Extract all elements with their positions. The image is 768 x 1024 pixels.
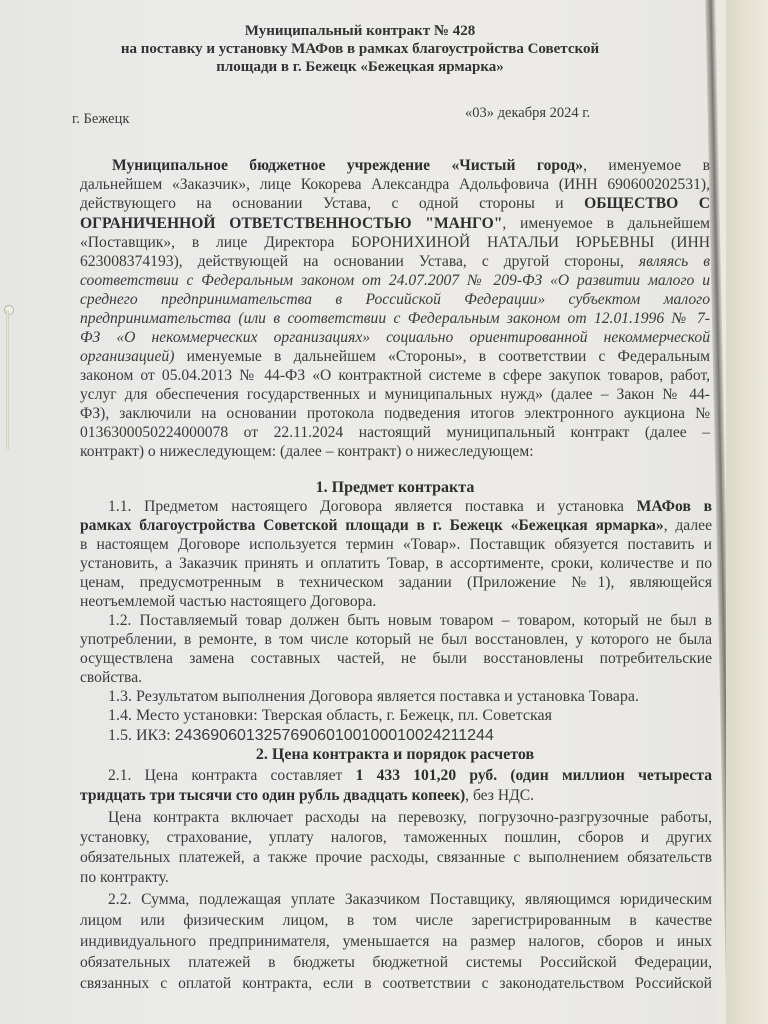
clause-1-1: ценам, предусмотренным в техническом задании (Приложение №1), являющейся	[80, 574, 712, 591]
contract-title: Муниципальный контракт № 428	[244, 23, 476, 39]
clause-2-2: 2.2. Сумма, подлежащая уплате Заказчиком Поставщику, являющимся юридическим	[108, 891, 712, 908]
preamble-line: «Поставщик», в лице Директора БОРОНИХИНОЙ НАТАЛЬИ ЮРЬЕВНЫ (ИНН	[80, 234, 710, 251]
preamble-line: 0136300050224000078 от 22.11.2024 настоящий муниципальный контракт (далее –	[80, 424, 710, 441]
preamble-line: ОГРАНИЧЕННОЙ ОТВЕТСТВЕННОСТЬЮ "МАНГО", именуемое в дальнейшем	[80, 215, 710, 232]
clause-1-4: 1.4. Место установки: Тверская область, г. Бежецк, пл. Советская	[108, 707, 552, 724]
clause-2-1: тридцать три тысячи сто один рубль двадцать копеек), без НДС.	[80, 787, 535, 804]
preamble-line: дальнейшем «Заказчик», лице Кокорева Александра Адольфовича (ИНН 690600202531),	[80, 176, 710, 193]
preamble-line: действующего на основании Устава, с одной стороны и ОБЩЕСТВО С	[80, 195, 710, 212]
clause-1-2: свойства.	[80, 669, 143, 686]
preamble-line: Муниципальное бюджетное учреждение «Чистый город», именуемое в	[112, 157, 710, 174]
preamble-line: ФЗ), заключили на основании протокола подведения итогов электронного аукциона №	[80, 405, 710, 422]
clause-2-2: индивидуального предпринимателя, уменьшается на размер налогов, сборов и иных	[80, 933, 712, 950]
price-includes: установку, страхование, уплату налогов, таможенных пошлин, сборов и других	[80, 829, 712, 846]
background-surface	[726, 0, 768, 1024]
clause-2-2: обязательных платежей в бюджеты бюджетной системы Российской Федерации,	[80, 954, 712, 971]
preamble-line: 623008374193), действующей на основании Устава, с другой стороны, являясь в	[80, 253, 711, 270]
clause-1-5: 1.5. ИКЗ: 243690601325769060100100010024211244	[108, 727, 494, 744]
clause-1-2: 1.2. Поставляемый товар должен быть новым товаром – товаром, который не был в	[108, 612, 712, 629]
clause-1-1: 1.1. Предметом настоящего Договора является поставка и установка МАФов в	[108, 498, 713, 515]
preamble-line: контракт) о нижеследующем: (далее – контракт) о нижеследующем:	[80, 443, 534, 460]
preamble-line: предпринимательства (или в соответствии с Федеральным законом от 12.01.1996 № 7-	[80, 310, 710, 327]
section-heading-1: 1. Предмет контракта	[315, 479, 475, 496]
clause-1-2: осуществлена замена составных частей, не были восстановлены потребительские	[80, 650, 712, 667]
contract-subtitle-line2: площади в г. Бежецк «Бежецкая ярмарка»	[216, 59, 504, 75]
contract-subtitle-line1: на поставку и установку МАФов в рамках благоустройства Советской	[120, 41, 600, 57]
preamble-line: услуг для обеспечения государственных и муниципальных нужд» (далее – Закон № 44-	[80, 386, 710, 403]
ikz-code: 243690601325769060100100010024211244	[174, 727, 494, 744]
clause-1-3: 1.3. Результатом выполнения Договора является поставка и установка Товара.	[108, 688, 639, 705]
preamble-line: ФЗ «О некоммерческих организациях» социально ориентированной некоммерческой	[80, 329, 710, 346]
clause-1-1: в настоящем Договоре используется термин «Товар». Поставщик обязуется поставить и	[80, 536, 712, 553]
price-includes: по контракту.	[80, 869, 169, 886]
preamble-line: законом от 05.04.2013 № 44-ФЗ «О контрактной системе в сфере закупок товаров, работ,	[80, 367, 710, 384]
clause-2-2: связанных с оплатой контракта, если в соответствии с законодательством Российской	[80, 975, 712, 992]
preamble-line: среднего предпринимательства в Российской Федерации» субъектом малого	[80, 291, 710, 308]
contract-price: 1 433 101,20 руб. (один миллион четыреста	[355, 767, 713, 784]
clause-2-2: лицом или физическим лицом, в том числе зарегистрированным в качестве	[80, 912, 712, 929]
section-heading-2: 2. Цена контракта и порядок расчетов	[255, 746, 535, 763]
clause-1-2: употреблении, в ремонте, в том числе который не был восстановлен, у которого не была	[80, 631, 712, 648]
clause-1-1: установить, а Заказчик принять и оплатить Товар, в ассортименте, сроки, количестве и по	[80, 555, 712, 572]
preamble-line: организацией) именуемые в дальнейшем «Стороны», в соответствии с Федеральным	[80, 348, 710, 365]
clause-2-1: 2.1. Цена контракта составляет 1 433 101,20 руб. (один миллион четыреста	[108, 767, 713, 784]
price-includes: Цена контракта включает расходы на перевозку, погрузочно-разгрузочные работы,	[108, 809, 712, 826]
contract-date: «03» декабря 2024 г.	[465, 105, 591, 121]
preamble-line: соответствии с Федеральным законом от 24.07.2007 № 209-ФЗ «О развитии малого и	[80, 272, 710, 289]
contract-place: г. Бежецк	[72, 111, 130, 127]
clause-1-1: неотъемлемой частью настоящего Договора.	[80, 593, 377, 610]
clause-1-1: рамках благоустройства Советской площади в г. Бежецк «Бежецкая ярмарка», далее	[80, 517, 712, 534]
price-includes: обязательных платежей, а также прочие расходы, связанные с выполнением обязательств	[80, 849, 712, 866]
